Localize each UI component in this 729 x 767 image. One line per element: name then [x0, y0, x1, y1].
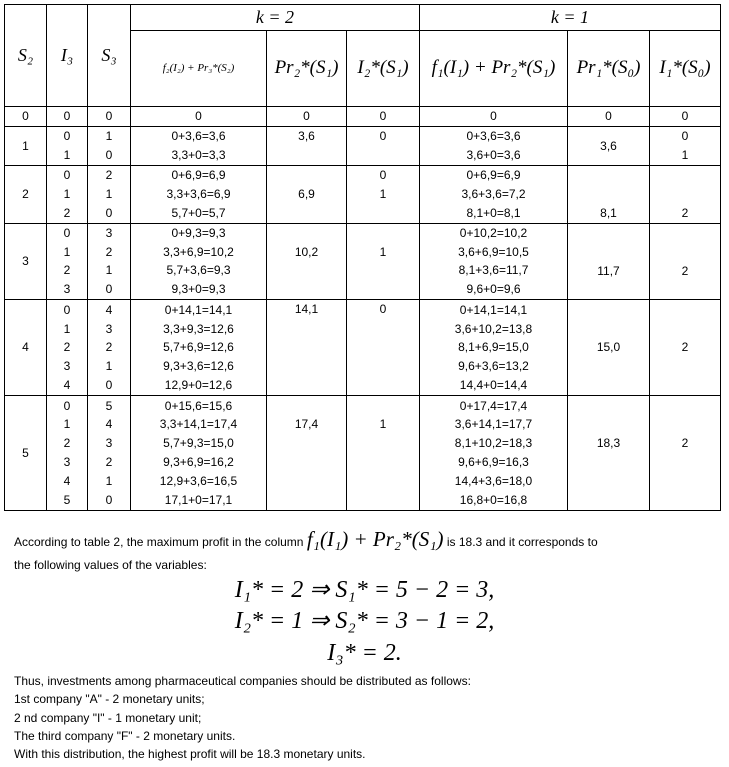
header-i3: I₃	[47, 5, 88, 107]
cell-pr1: 11,7	[568, 223, 650, 300]
cell-s3: 3 2 1 0	[88, 223, 131, 300]
cell-i1: 0	[650, 107, 721, 127]
header-k2-i: I₂*(S₁)	[347, 31, 420, 107]
cell-f1: 0+17,4=17,4 3,6+14,1=17,7 8,1+10,2=18,3 9,6+6,9=16,3 14,4+3,6=18,0 16,8+0=16,8	[420, 396, 568, 511]
cell-pr1: 18,3	[568, 396, 650, 511]
conclusion-text: Thus, investments among pharmaceutical companies should be distributed as follows:	[14, 674, 471, 688]
header-group-k1: k = 1	[420, 5, 721, 31]
table-row-group-5	[5, 396, 721, 511]
cell-f2: 0+3,6=3,6 3,3+0=3,3	[131, 127, 267, 166]
cell-f2: 0	[131, 107, 267, 127]
cell-s2: 3	[5, 223, 47, 300]
intro-text-b: is 18.3 and it corresponds to	[446, 535, 598, 549]
cell-pr2: 6,9	[267, 165, 347, 223]
cell-i1: 2	[650, 165, 721, 223]
cell-pr1: 3,6	[568, 127, 650, 166]
cell-i2: 0	[347, 107, 420, 127]
cell-s2: 4	[5, 300, 47, 396]
intro-text-a: According to table 2, the maximum profit in the column	[14, 535, 304, 549]
cell-i1: 2	[650, 300, 721, 396]
cell-i1: 0 1	[650, 127, 721, 166]
table-row-group-2	[5, 165, 721, 223]
header-k1-pr: Pr₁*(S₀)	[568, 31, 650, 107]
cell-pr2: 3,6	[267, 127, 347, 166]
header-k1-i: I₁*(S₀)	[650, 31, 721, 107]
cell-s3: 1 0	[88, 127, 131, 166]
cell-pr2: 10,2	[267, 223, 347, 300]
intro-paragraph	[14, 527, 724, 552]
header-s3: S₃	[88, 5, 131, 107]
header-k2-pr: Pr₂*(S₁)	[267, 31, 347, 107]
allocation-line-1: 1st company "A" - 2 monetary units;	[14, 692, 205, 706]
cell-i3: 0 1 2	[47, 165, 88, 223]
cell-i3: 0 1 2 3 4 5	[47, 396, 88, 511]
summary-line: With this distribution, the highest profit will be 18.3 monetary units.	[14, 747, 366, 761]
cell-f1: 0+14,1=14,1 3,6+10,2=13,8 8,1+6,9=15,0 9,6+3,6=13,2 14,4+0=14,4	[420, 300, 568, 396]
cell-i1: 2	[650, 396, 721, 511]
cell-pr1: 15,0	[568, 300, 650, 396]
cell-i3: 0 1	[47, 127, 88, 166]
equation-2: I₂* = 1 ⇒ S₂* = 3 − 1 = 2,	[234, 608, 495, 634]
cell-f1: 0+10,2=10,2 3,6+6,9=10,5 8,1+3,6=11,7 9,6+0=9,6	[420, 223, 568, 300]
cell-i3: 0 1 2 3	[47, 223, 88, 300]
cell-s2: 0	[5, 107, 47, 127]
cell-s3: 0	[88, 107, 131, 127]
header-k2-f: f₂(I₂) + Pr₃*(S₂)	[131, 31, 267, 107]
cell-f1: 0+6,9=6,9 3,6+3,6=7,2 8,1+0=8,1	[420, 165, 568, 223]
cell-s2: 5	[5, 396, 47, 511]
cell-f1: 0	[420, 107, 568, 127]
cell-i2: 0	[347, 127, 420, 166]
table-row-group-3	[5, 223, 721, 300]
intro-text-c: the following values of the variables:	[14, 558, 207, 572]
cell-pr1: 8,1	[568, 165, 650, 223]
cell-i2: 0	[347, 300, 420, 396]
cell-s2: 2	[5, 165, 47, 223]
header-k1-f: f₁(I₁) + Pr₂*(S₁)	[420, 31, 568, 107]
cell-s2: 1	[5, 127, 47, 166]
cell-pr2: 0	[267, 107, 347, 127]
equation-3: I₃* = 2.	[327, 640, 402, 666]
cell-f1: 0+3,6=3,6 3,6+0=3,6	[420, 127, 568, 166]
cell-i2: 1	[347, 396, 420, 511]
cell-pr2: 17,4	[267, 396, 347, 511]
table-row-group-1	[5, 127, 721, 166]
cell-pr1: 0	[568, 107, 650, 127]
inline-formula: f₁(I₁) + Pr₂*(S₁)	[306, 527, 444, 551]
header-group-k2: k = 2	[131, 5, 420, 31]
allocation-line-3: The third company "F" - 2 monetary units.	[14, 729, 236, 743]
cell-i2: 1	[347, 223, 420, 300]
cell-s3: 5 4 3 2 1 0	[88, 396, 131, 511]
cell-i1: 2	[650, 223, 721, 300]
dp-table	[4, 4, 721, 511]
table-row-group-4	[5, 300, 721, 396]
cell-i2: 0 1	[347, 165, 420, 223]
cell-s3: 4 3 2 1 0	[88, 300, 131, 396]
allocation-line-2: 2 nd company "I" - 1 monetary unit;	[14, 711, 202, 725]
cell-pr2: 14,1	[267, 300, 347, 396]
cell-s3: 2 1 0	[88, 165, 131, 223]
cell-f2: 0+6,9=6,9 3,3+3,6=6,9 5,7+0=5,7	[131, 165, 267, 223]
header-s2: S₂	[5, 5, 47, 107]
equation-1: I₁* = 2 ⇒ S₁* = 5 − 2 = 3,	[234, 577, 495, 603]
cell-f2: 0+15,6=15,6 3,3+14,1=17,4 5,7+9,3=15,0 9,3+6,9=16,2 12,9+3,6=16,5 17,1+0=17,1	[131, 396, 267, 511]
cell-i3: 0 1 2 3 4	[47, 300, 88, 396]
table-row	[5, 107, 721, 127]
cell-f2: 0+9,3=9,3 3,3+6,9=10,2 5,7+3,6=9,3 9,3+0=9,3	[131, 223, 267, 300]
cell-i3: 0	[47, 107, 88, 127]
cell-f2: 0+14,1=14,1 3,3+9,3=12,6 5,7+6,9=12,6 9,3+3,6=12,6 12,9+0=12,6	[131, 300, 267, 396]
